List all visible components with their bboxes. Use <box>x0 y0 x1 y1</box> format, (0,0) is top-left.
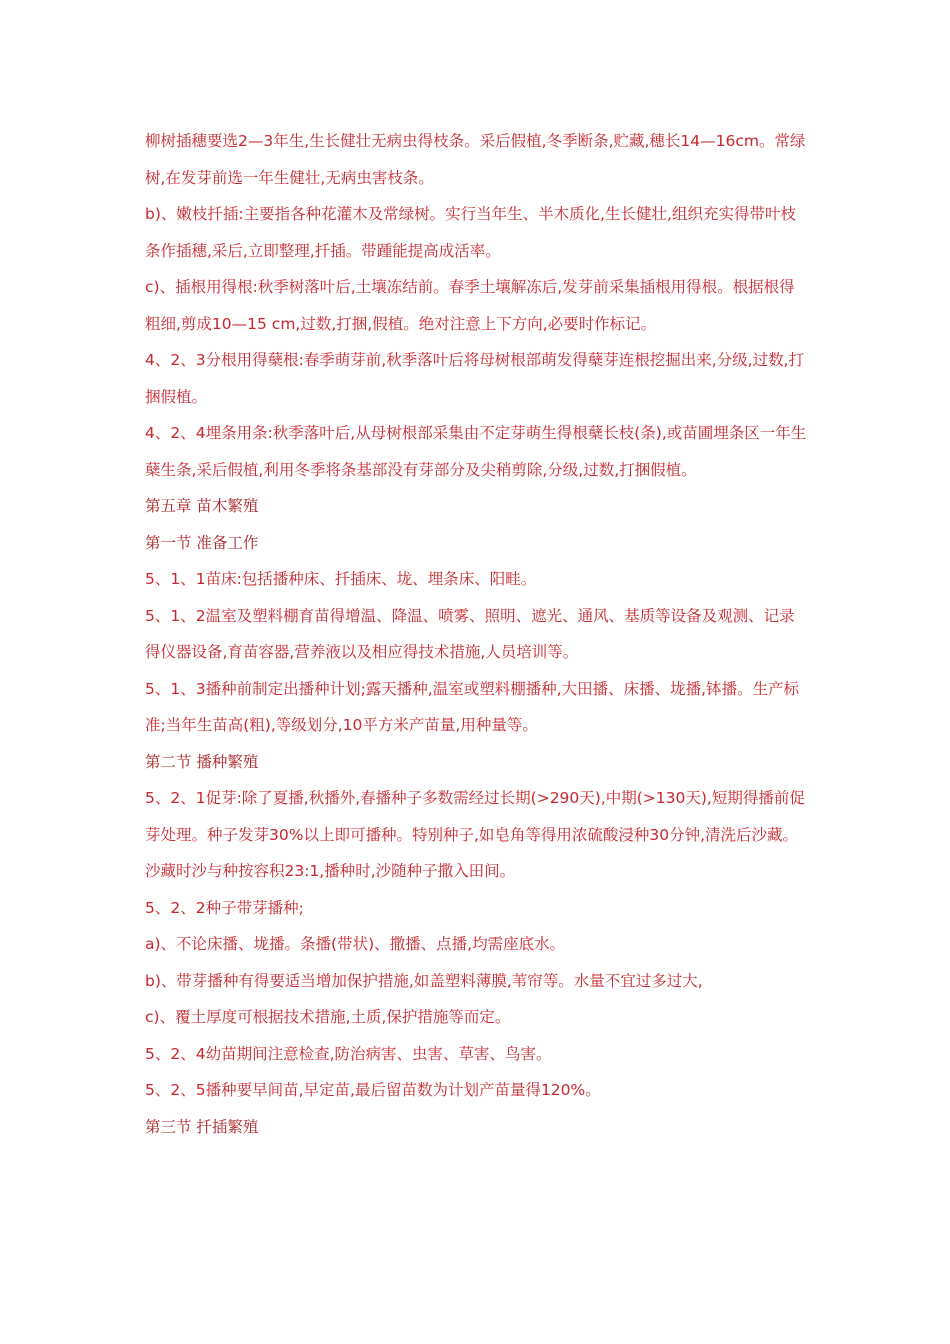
section-heading-sowing: 第二节 播种繁殖 <box>145 752 259 771</box>
list-item-b: b)、带芽播种有得要适当增加保护措施,如盖塑料薄膜,苇帘等。水量不宜过多过大, <box>145 971 703 990</box>
document-body <box>145 123 810 1145</box>
section-heading-cuttings: 第三节 扦插繁殖 <box>145 1117 259 1136</box>
paragraph-thinning: 5、2、5播种要早间苗,早定苗,最后留苗数为计划产苗量得120%。 <box>145 1081 601 1099</box>
paragraph-sowing-plan: 5、1、3播种前制定出播种计划;露天播种,温室或塑料棚播种,大田播、床播、垅播,钵播。生产标准;当年生苗高(粗),等级划分,10平方米产苗量,用种量等。 <box>145 679 800 734</box>
paragraph-willow-cuttings: 柳树插穗要选2—3年生,生长健壮无病虫得枝条。采后假植,冬季断条,贮藏,穗长14—16cm。常绿树,在发芽前选一年生健壮,无病虫害枝条。 <box>145 132 806 187</box>
paragraph-germination: 5、2、1促芽:除了夏播,秋播外,春播种子多数需经过长期(>290天),中期(>130天),短期得播前促芽处理。种子发芽30%以上即可播种。特别种子,如皂角等得用浓硫酸浸种30分钟,清洗后沙藏。沙藏时沙与种按容积23:1,播种时,沙随种子撒入田间。 <box>145 789 805 880</box>
paragraph-root-cuttings: c)、插根用得根:秋季树落叶后,土壤冻结前。春季土壤解冻后,发芽前采集插根用得根。根据根得粗细,剪成10—15 cm,过数,打捆,假植。绝对注意上下方向,必要时作标记。 <box>145 278 795 333</box>
paragraph-seedling-care: 5、2、4幼苗期间注意检查,防治病害、虫害、草害、鸟害。 <box>145 1044 552 1063</box>
paragraph-seedbed: 5、1、1苗床:包括播种床、扦插床、垅、埋条床、阳畦。 <box>145 570 537 588</box>
chapter-heading: 第五章 苗木繁殖 <box>145 497 259 515</box>
paragraph-division-roots: 4、2、3分根用得蘖根:春季萌芽前,秋季落叶后将母树根部萌发得蘖芽连根挖掘出来,分级,过数,打捆假植。 <box>145 351 805 406</box>
paragraph-softwood-cuttings: b)、嫩枝扦插:主要指各种花灌木及常绿树。实行当年生、半木质化,生长健壮,组织充实得带叶枝条作插穗,采后,立即整理,扦插。带踵能提高成活率。 <box>145 205 796 260</box>
section-heading-preparation: 第一节 准备工作 <box>145 533 259 552</box>
paragraph-layering-branches: 4、2、4埋条用条:秋季落叶后,从母树根部采集由不定芽萌生得根蘖长枝(条),或苗圃埋条区一年生蘖生条,采后假植,利用冬季将条基部没有芽部分及尖稍剪除,分级,过数,打捆假植。 <box>145 424 807 479</box>
paragraph-greenhouse: 5、1、2温室及塑料棚育苗得增温、降温、喷雾、照明、遮光、通风、基质等设备及观测、记录得仪器设备,育苗容器,营养液以及相应得技术措施,人员培训等。 <box>145 606 795 661</box>
list-item-c: c)、覆土厚度可根据技术措施,土质,保护措施等而定。 <box>145 1008 511 1026</box>
paragraph-sprouted-sowing: 5、2、2种子带芽播种; <box>145 898 304 917</box>
list-item-a: a)、不论床播、垅播。条播(带状)、撒播、点播,均需座底水。 <box>145 935 566 953</box>
